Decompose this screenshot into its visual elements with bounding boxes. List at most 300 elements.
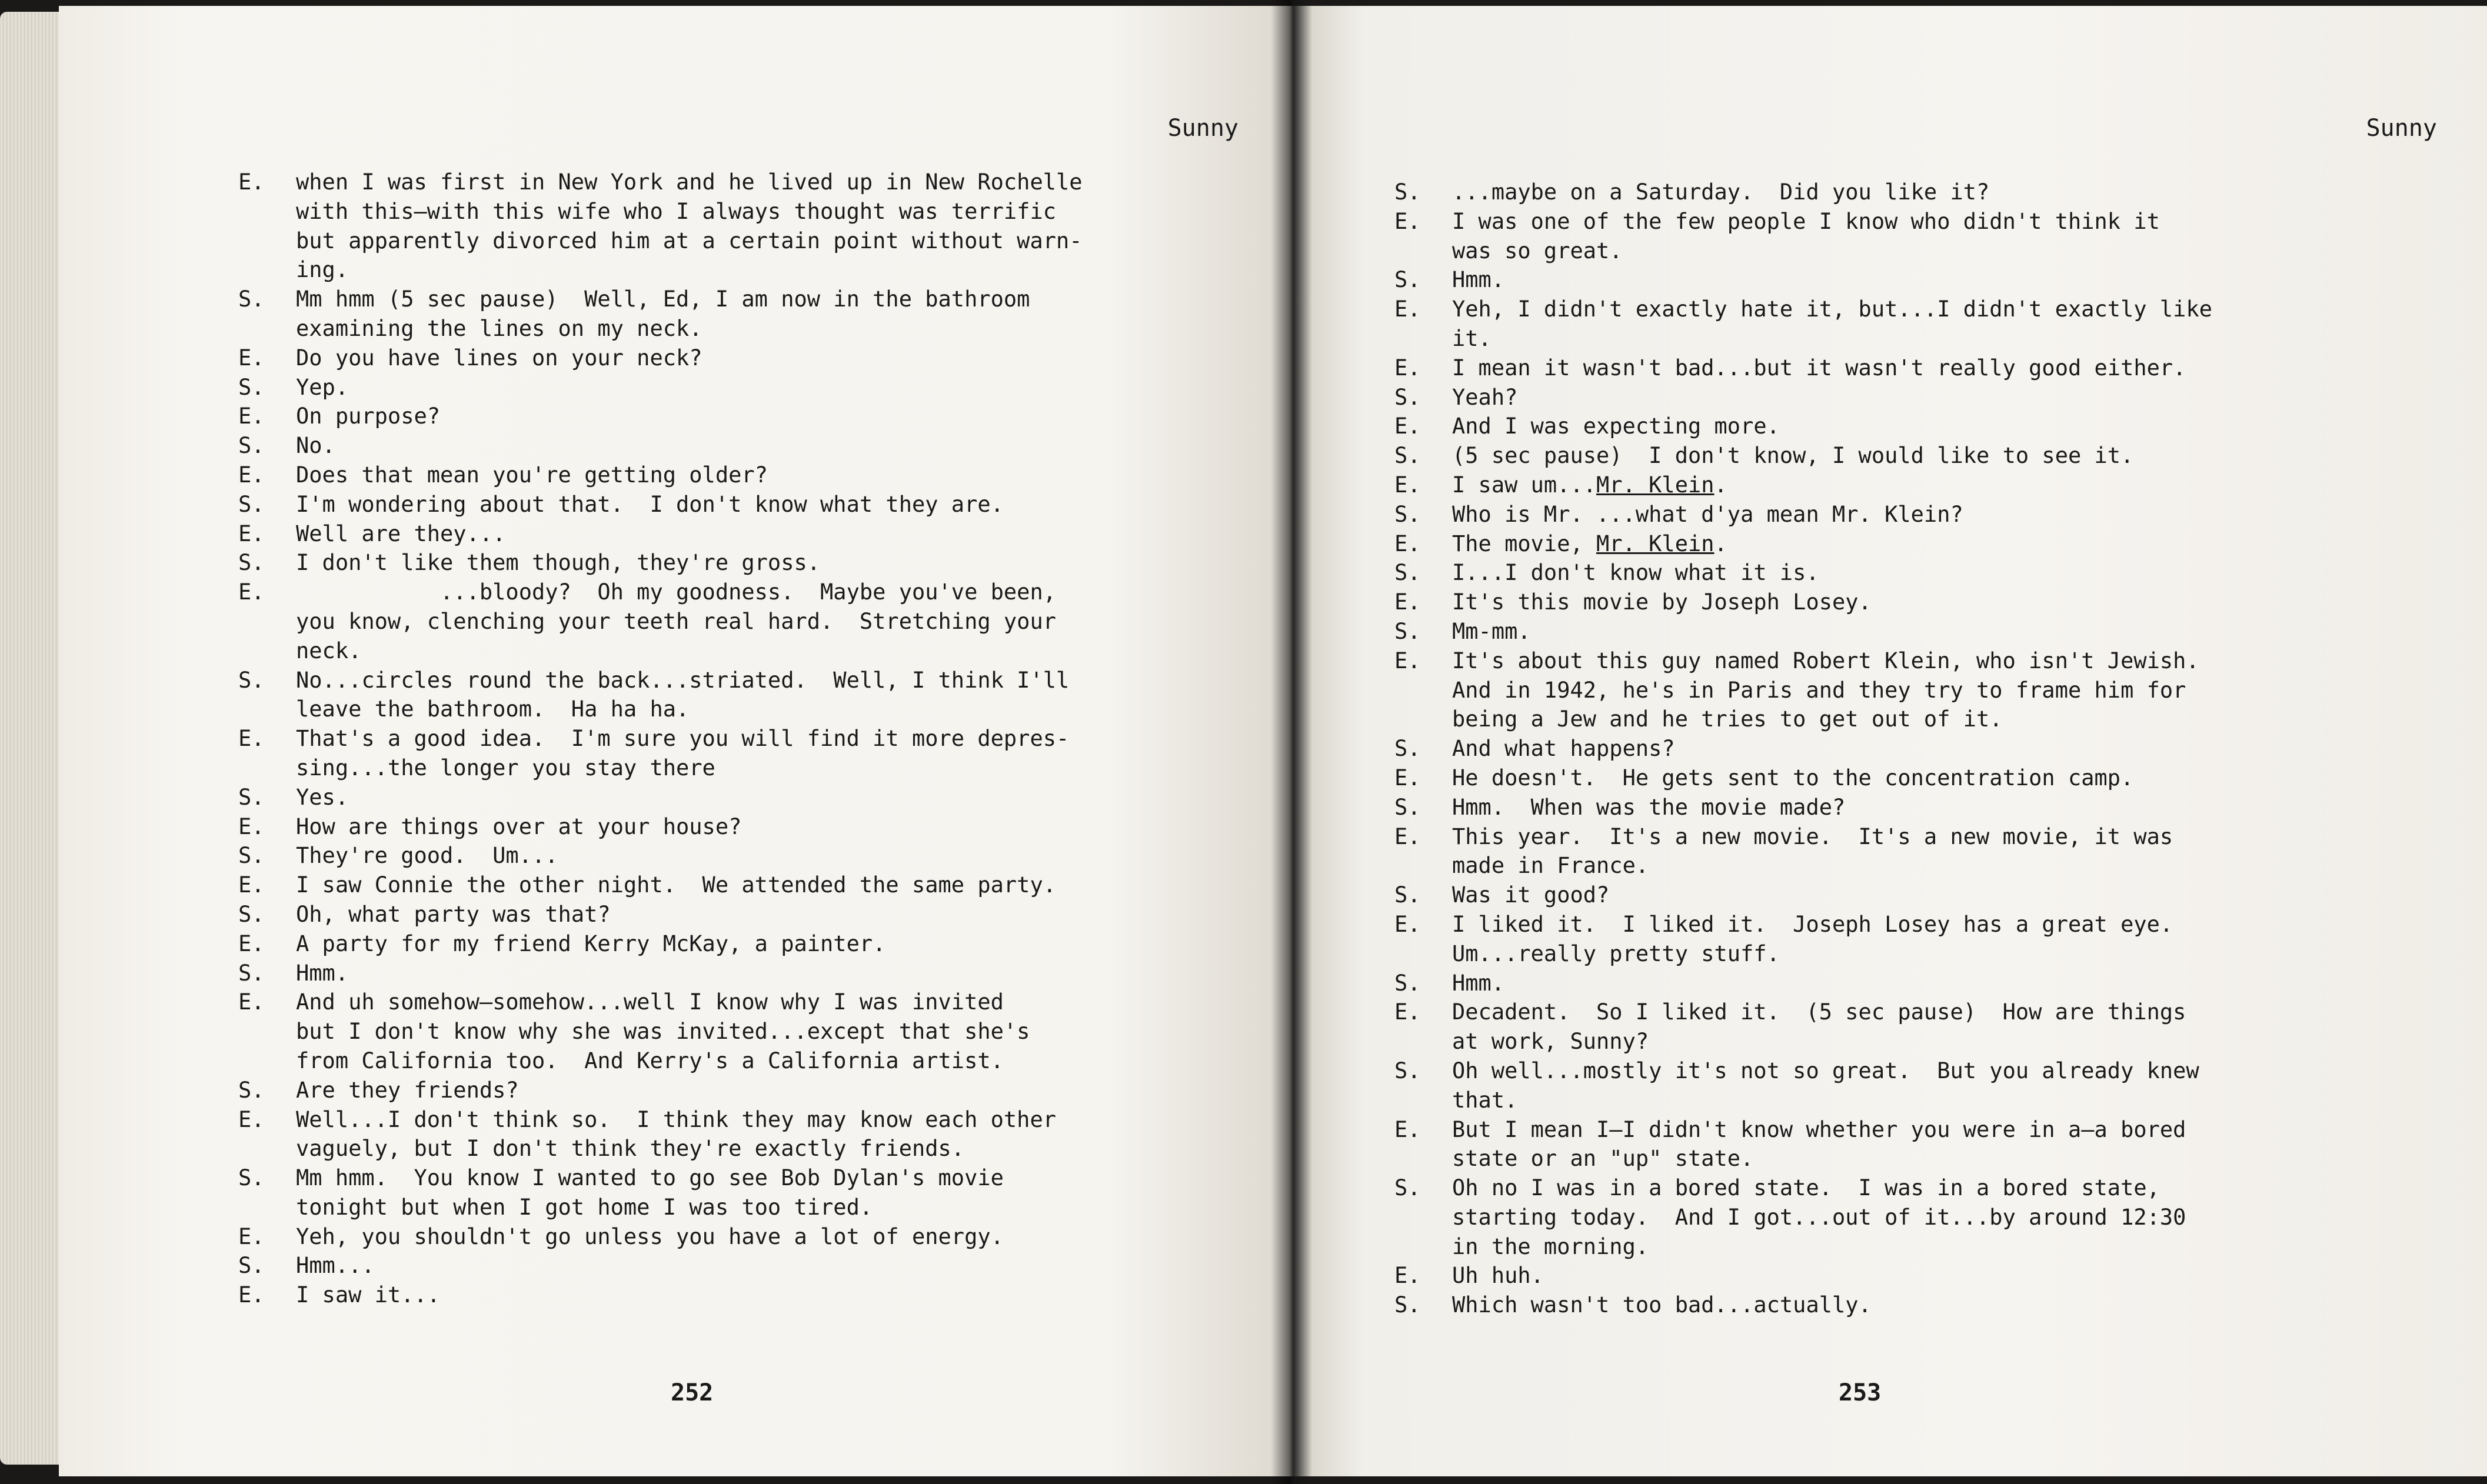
line-text xyxy=(296,519,505,549)
text-segment: Yeh, I didn't exactly hate it, but...I didn't exactly like xyxy=(1452,296,2213,322)
transcript-line xyxy=(238,490,1274,519)
text-segment: How are things over at your house? xyxy=(296,813,742,839)
page-number: 253 xyxy=(1839,1379,1882,1406)
line-text xyxy=(1452,705,2003,734)
text-segment: neck. xyxy=(296,638,362,663)
speaker-label: S. xyxy=(238,1165,265,1191)
transcript-line xyxy=(238,1280,1274,1310)
line-text xyxy=(1452,295,2212,324)
line-text xyxy=(1452,1203,2186,1232)
text-segment: . xyxy=(1714,531,1727,556)
text-segment: But I mean I—I didn't know whether you were in a—a bored xyxy=(1452,1116,2186,1142)
line-text xyxy=(1452,383,1517,412)
speaker-label: E. xyxy=(1394,648,1421,673)
text-segment: They're good. Um... xyxy=(296,843,558,869)
transcript-line xyxy=(1394,383,2430,412)
text-segment: Yep. xyxy=(296,374,349,400)
speaker-label: S. xyxy=(1394,1175,1421,1201)
text-segment: Oh no I was in a bored state. I was in a bored state, xyxy=(1452,1175,2160,1201)
running-head: Sunny xyxy=(2366,115,2437,142)
transcript-line xyxy=(1394,1115,2430,1145)
line-text xyxy=(296,812,741,842)
speaker-label: S. xyxy=(1394,736,1421,762)
speaker-label: S. xyxy=(238,433,265,459)
line-text xyxy=(1452,236,1623,266)
transcript-line xyxy=(238,900,1274,929)
line-text xyxy=(1452,881,1609,910)
transcript-line xyxy=(1394,646,2430,676)
underlined-title: Mr. Klein xyxy=(1596,531,1714,556)
speaker-label: S. xyxy=(1394,794,1421,820)
transcript-line xyxy=(238,344,1274,373)
text-segment: you know, clenching your teeth real hard. Stretching your xyxy=(296,608,1057,634)
line-text xyxy=(1452,558,1819,588)
speaker-label: E. xyxy=(1394,589,1421,615)
transcript-line xyxy=(1394,1261,2430,1290)
transcript-line xyxy=(238,1222,1274,1252)
transcript-line xyxy=(1394,588,2430,617)
text-segment: Does that mean you're getting older? xyxy=(296,462,768,488)
transcript-line xyxy=(1394,881,2430,910)
line-text xyxy=(296,255,348,285)
text-segment: No...circles round the back...striated. Well, I think I'll xyxy=(296,667,1070,693)
transcript-line xyxy=(238,1046,1274,1076)
line-text xyxy=(296,929,885,959)
book-gutter xyxy=(1271,0,1312,1484)
text-segment: Which wasn't too bad...actually. xyxy=(1452,1292,1872,1318)
line-text xyxy=(1452,822,2173,852)
text-segment: I saw Connie the other night. We attended the same party. xyxy=(296,872,1057,898)
line-text xyxy=(1452,998,2186,1027)
speaker-label: S. xyxy=(1394,618,1421,644)
transcript-line xyxy=(238,1105,1274,1135)
transcript-line xyxy=(1394,939,2430,969)
transcript-line xyxy=(1394,558,2430,588)
text-segment: starting today. And I got...out of it...by around 12:30 xyxy=(1452,1204,2186,1230)
transcript-line xyxy=(238,871,1274,900)
line-text xyxy=(296,1193,873,1222)
transcript-line xyxy=(238,929,1274,959)
line-text xyxy=(1452,617,1531,646)
text-segment: state or an "up" state. xyxy=(1452,1146,1754,1172)
speaker-label: E. xyxy=(1394,765,1421,791)
speaker-label: S. xyxy=(1394,501,1421,527)
text-segment: vaguely, but I don't think they're exactly friends. xyxy=(296,1136,965,1162)
transcript-line xyxy=(1394,910,2430,939)
transcript-line xyxy=(1394,412,2430,441)
speaker-label: E. xyxy=(1394,296,1421,322)
transcript-line xyxy=(238,1076,1274,1105)
line-text xyxy=(296,578,1056,607)
speaker-label: E. xyxy=(1394,911,1421,937)
line-text xyxy=(296,607,1056,636)
transcript-line xyxy=(238,724,1274,753)
line-text xyxy=(296,226,1083,256)
line-text xyxy=(296,168,1083,197)
speaker-label: E. xyxy=(1394,208,1421,234)
speaker-label: E. xyxy=(238,989,265,1015)
text-segment: Yeh, you shouldn't go unless you have a lot of energy. xyxy=(296,1223,1004,1249)
right-page xyxy=(1291,6,2487,1476)
text-segment: Mm hmm. You know I wanted to go see Bob Dylan's movie xyxy=(296,1165,1004,1191)
running-head: Sunny xyxy=(1167,115,1238,142)
line-text xyxy=(1452,1144,1753,1173)
transcript-line xyxy=(238,1017,1274,1046)
transcript-line xyxy=(1394,998,2430,1027)
transcript-line xyxy=(1394,500,2430,529)
speaker-label: S. xyxy=(238,1077,265,1103)
speaker-label: S. xyxy=(238,1253,265,1279)
text-segment: Uh huh. xyxy=(1452,1263,1544,1289)
text-segment: Hmm... xyxy=(296,1253,375,1279)
text-segment: it. xyxy=(1452,325,1491,351)
text-segment: but apparently divorced him at a certain point without warn- xyxy=(296,228,1083,254)
line-text xyxy=(296,783,348,812)
transcript-line xyxy=(238,461,1274,490)
transcript-line xyxy=(1394,705,2430,734)
transcript-line xyxy=(1394,236,2430,266)
transcript-line xyxy=(238,1134,1274,1163)
text-segment: I...I don't know what it is. xyxy=(1452,560,1819,586)
speaker-label: S. xyxy=(1394,882,1421,908)
text-segment: It's about this guy named Robert Klein, who isn't Jewish. xyxy=(1452,648,2199,673)
transcript-line xyxy=(1394,265,2430,295)
line-text xyxy=(1452,910,2173,939)
text-segment: from California too. And Kerry's a California artist. xyxy=(296,1048,1004,1073)
line-text xyxy=(296,1251,375,1280)
text-segment: The movie, xyxy=(1452,531,1597,556)
transcript-line xyxy=(238,695,1274,724)
transcript-line xyxy=(1394,1144,2430,1173)
text-segment: leave the bathroom. Ha ha ha. xyxy=(296,696,690,722)
line-text xyxy=(1452,851,1649,881)
speaker-label: E. xyxy=(1394,999,1421,1025)
line-text xyxy=(296,841,558,871)
line-text xyxy=(1452,646,2199,676)
line-text xyxy=(1452,207,2160,236)
text-segment: Yes. xyxy=(296,784,349,810)
speaker-label: E. xyxy=(238,169,265,195)
text-segment: I don't like them though, they're gross. xyxy=(296,550,821,576)
line-text xyxy=(1452,1232,1649,1262)
text-segment: Mm hmm (5 sec pause) Well, Ed, I am now in the bathroom xyxy=(296,286,1030,312)
transcript-line xyxy=(1394,324,2430,354)
text-segment: Do you have lines on your neck? xyxy=(296,345,703,371)
speaker-label: E. xyxy=(238,1106,265,1132)
line-text xyxy=(1452,1056,2199,1086)
text-segment: And what happens? xyxy=(1452,736,1675,762)
text-segment: It's this movie by Joseph Losey. xyxy=(1452,589,1872,615)
transcript-line xyxy=(1394,295,2430,324)
transcript-line xyxy=(1394,734,2430,763)
line-text xyxy=(296,431,335,461)
transcript-line xyxy=(1394,851,2430,881)
speaker-label: E. xyxy=(238,521,265,546)
line-text xyxy=(296,373,348,402)
text-segment: No. xyxy=(296,433,335,459)
text-segment: tonight but when I got home I was too tired. xyxy=(296,1194,873,1220)
line-text xyxy=(1452,588,1872,617)
transcript-line xyxy=(1394,822,2430,852)
transcript-line xyxy=(1394,529,2430,559)
speaker-label: E. xyxy=(1394,531,1421,556)
transcript-line xyxy=(238,753,1274,783)
speaker-label: E. xyxy=(1394,472,1421,498)
transcript-line xyxy=(1394,354,2430,383)
transcript-line xyxy=(238,168,1274,197)
transcript-line xyxy=(1394,471,2430,500)
line-text xyxy=(296,1046,1004,1076)
speaker-label: S. xyxy=(238,491,265,517)
speaker-label: E. xyxy=(238,579,265,605)
transcript-line xyxy=(1394,441,2430,471)
line-text xyxy=(296,871,1056,900)
transcript-lines xyxy=(238,168,1274,1310)
speaker-label: S. xyxy=(1394,1058,1421,1083)
speaker-label: S. xyxy=(238,960,265,986)
speaker-label: S. xyxy=(238,901,265,927)
text-segment: that. xyxy=(1452,1087,1518,1113)
text-segment: A party for my friend Kerry McKay, a painter. xyxy=(296,931,886,956)
line-text xyxy=(1452,1115,2186,1145)
line-text xyxy=(296,1105,1056,1135)
line-text xyxy=(1452,969,1504,998)
speaker-label: S. xyxy=(1394,1292,1421,1318)
transcript-line xyxy=(238,548,1274,578)
text-segment: Hmm. When was the movie made? xyxy=(1452,794,1846,820)
line-text xyxy=(1452,793,1845,822)
speaker-label: S. xyxy=(238,374,265,400)
line-text xyxy=(296,402,440,431)
text-segment: That's a good idea. I'm sure you will find it more depres- xyxy=(296,726,1070,752)
transcript-line xyxy=(1394,1232,2430,1262)
text-segment: in the morning. xyxy=(1452,1233,1649,1259)
transcript-line xyxy=(1394,969,2430,998)
line-text xyxy=(296,314,703,344)
line-text xyxy=(1452,1027,1649,1056)
speaker-label: E. xyxy=(1394,1116,1421,1142)
page-number: 252 xyxy=(671,1379,714,1406)
line-text xyxy=(296,285,1030,314)
line-text xyxy=(1452,939,1780,969)
speaker-label: E. xyxy=(238,345,265,371)
line-text xyxy=(296,344,703,373)
speaker-label: E. xyxy=(238,403,265,429)
transcript-line xyxy=(1394,178,2430,207)
text-segment: I'm wondering about that. I don't know what they are. xyxy=(296,491,1004,517)
line-text xyxy=(1452,178,1989,207)
line-text xyxy=(1452,441,2133,471)
line-text xyxy=(1452,471,1727,500)
text-segment: I liked it. I liked it. Joseph Losey has a great eye. xyxy=(1452,911,2173,937)
text-segment: with this—with this wife who I always thought was terrific xyxy=(296,198,1057,224)
speaker-label: E. xyxy=(1394,355,1421,381)
left-page xyxy=(59,6,1291,1476)
transcript-line xyxy=(238,402,1274,431)
transcript-line xyxy=(1394,617,2430,646)
speaker-label: S. xyxy=(238,784,265,810)
speaker-label: S. xyxy=(1394,560,1421,586)
speaker-label: E. xyxy=(1394,413,1421,439)
line-text xyxy=(296,461,768,490)
speaker-label: E. xyxy=(238,1282,265,1308)
line-text xyxy=(296,1280,440,1310)
transcript-line xyxy=(238,1163,1274,1193)
text-segment: Oh, what party was that? xyxy=(296,901,611,927)
transcript-line xyxy=(238,255,1274,285)
text-segment: at work, Sunny? xyxy=(1452,1029,1649,1055)
transcript-line xyxy=(238,578,1274,607)
line-text xyxy=(1452,1173,2160,1203)
text-segment: Yeah? xyxy=(1452,384,1518,410)
line-text xyxy=(296,724,1069,753)
line-text xyxy=(296,666,1069,695)
text-segment: ...bloody? Oh my goodness. Maybe you've been, xyxy=(296,579,1057,605)
text-segment: Was it good? xyxy=(1452,882,1610,908)
speaker-label: E. xyxy=(238,726,265,752)
text-segment: . xyxy=(1714,472,1727,498)
text-segment: when I was first in New York and he lived up in New Rochelle xyxy=(296,169,1083,195)
speaker-label: S. xyxy=(238,550,265,576)
text-segment: I saw um... xyxy=(1452,472,1597,498)
line-text xyxy=(296,1017,1030,1046)
transcript-line xyxy=(1394,1173,2430,1203)
line-text xyxy=(296,490,1004,519)
transcript-line xyxy=(1394,1027,2430,1056)
transcript-line xyxy=(238,1193,1274,1222)
line-text xyxy=(1452,734,1675,763)
text-segment: I was one of the few people I know who didn't think it xyxy=(1452,208,2160,234)
transcript-line xyxy=(238,431,1274,461)
transcript-line xyxy=(238,285,1274,314)
transcript-line xyxy=(238,1251,1274,1280)
line-text xyxy=(296,1076,519,1105)
speaker-label: E. xyxy=(238,462,265,488)
text-segment: He doesn't. He gets sent to the concentration camp. xyxy=(1452,765,2134,791)
transcript-line xyxy=(238,812,1274,842)
line-text xyxy=(296,695,689,724)
text-segment: but I don't know why she was invited...except that she's xyxy=(296,1019,1030,1045)
line-text xyxy=(1452,763,2133,793)
line-text xyxy=(296,1134,964,1163)
line-text xyxy=(296,988,1004,1017)
text-segment: And I was expecting more. xyxy=(1452,413,1780,439)
text-segment: This year. It's a new movie. It's a new movie, it was xyxy=(1452,823,2173,849)
transcript-line xyxy=(238,314,1274,344)
text-segment: examining the lines on my neck. xyxy=(296,315,703,341)
transcript-line xyxy=(1394,1203,2430,1232)
transcript-line xyxy=(238,666,1274,695)
line-text xyxy=(296,900,611,929)
speaker-label: S. xyxy=(1394,179,1421,205)
transcript-line xyxy=(1394,1056,2430,1086)
line-text xyxy=(1452,676,2186,705)
speaker-label: E. xyxy=(1394,1263,1421,1289)
text-segment: sing...the longer you stay there xyxy=(296,755,715,781)
speaker-label: S. xyxy=(238,667,265,693)
transcript-line xyxy=(1394,763,2430,793)
text-segment: was so great. xyxy=(1452,238,1623,264)
line-text xyxy=(296,636,361,666)
transcript-lines xyxy=(1394,178,2430,1320)
line-text xyxy=(1452,1086,1517,1115)
text-segment: And in 1942, he's in Paris and they try to frame him for xyxy=(1452,677,2186,703)
transcript-line xyxy=(238,959,1274,988)
transcript-line xyxy=(238,636,1274,666)
text-segment: made in France. xyxy=(1452,853,1649,879)
text-segment: Well...I don't think so. I think they may know each other xyxy=(296,1106,1057,1132)
line-text xyxy=(1452,500,1963,529)
line-text xyxy=(1452,412,1780,441)
line-text xyxy=(1452,354,2186,383)
line-text xyxy=(1452,1290,1872,1320)
line-text xyxy=(1452,1261,1544,1290)
transcript-line xyxy=(238,783,1274,812)
transcript-line xyxy=(238,841,1274,871)
speaker-label: S. xyxy=(1394,384,1421,410)
line-text xyxy=(296,197,1056,226)
text-segment: ...maybe on a Saturday. Did you like it? xyxy=(1452,179,1990,205)
text-segment: Mm-mm. xyxy=(1452,618,1531,644)
speaker-label: E. xyxy=(238,1223,265,1249)
text-segment: Hmm. xyxy=(1452,970,1505,996)
transcript-line xyxy=(238,519,1274,549)
transcript-line xyxy=(238,226,1274,256)
text-segment: Oh well...mostly it's not so great. But you already knew xyxy=(1452,1058,2199,1083)
text-segment: Well are they... xyxy=(296,521,506,546)
line-text xyxy=(296,1163,1004,1193)
line-text xyxy=(1452,324,1491,354)
line-text xyxy=(296,753,715,783)
transcript-line xyxy=(238,988,1274,1017)
text-segment: ing. xyxy=(296,257,349,283)
line-text xyxy=(296,1222,1004,1252)
text-segment: (5 sec pause) I don't know, I would like to see it. xyxy=(1452,443,2134,469)
transcript-line xyxy=(1394,1290,2430,1320)
text-segment: I mean it wasn't bad...but it wasn't really good either. xyxy=(1452,355,2186,381)
underlined-title: Mr. Klein xyxy=(1596,472,1714,498)
text-segment: Who is Mr. ...what d'ya mean Mr. Klein? xyxy=(1452,501,1963,527)
line-text xyxy=(296,959,348,988)
line-text xyxy=(1452,265,1504,295)
transcript-line xyxy=(1394,793,2430,822)
speaker-label: E. xyxy=(1394,823,1421,849)
text-segment: Hmm. xyxy=(1452,267,1505,293)
text-segment: Hmm. xyxy=(296,960,349,986)
text-segment: On purpose? xyxy=(296,403,441,429)
transcript-line xyxy=(1394,676,2430,705)
speaker-label: E. xyxy=(238,813,265,839)
speaker-label: S. xyxy=(238,286,265,312)
transcript-line xyxy=(238,197,1274,226)
speaker-label: S. xyxy=(238,843,265,869)
speaker-label: S. xyxy=(1394,970,1421,996)
text-segment: Are they friends? xyxy=(296,1077,519,1103)
line-text xyxy=(296,548,820,578)
speaker-label: S. xyxy=(1394,267,1421,293)
transcript-line xyxy=(1394,1086,2430,1115)
text-segment: Um...really pretty stuff. xyxy=(1452,941,1780,966)
transcript-line xyxy=(238,607,1274,636)
transcript-line xyxy=(1394,207,2430,236)
speaker-label: S. xyxy=(1394,443,1421,469)
speaker-label: E. xyxy=(238,872,265,898)
transcript-line xyxy=(238,373,1274,402)
text-segment: I saw it... xyxy=(296,1282,441,1308)
line-text xyxy=(1452,529,1727,559)
speaker-label: E. xyxy=(238,931,265,956)
text-segment: being a Jew and he tries to get out of it. xyxy=(1452,706,2003,732)
